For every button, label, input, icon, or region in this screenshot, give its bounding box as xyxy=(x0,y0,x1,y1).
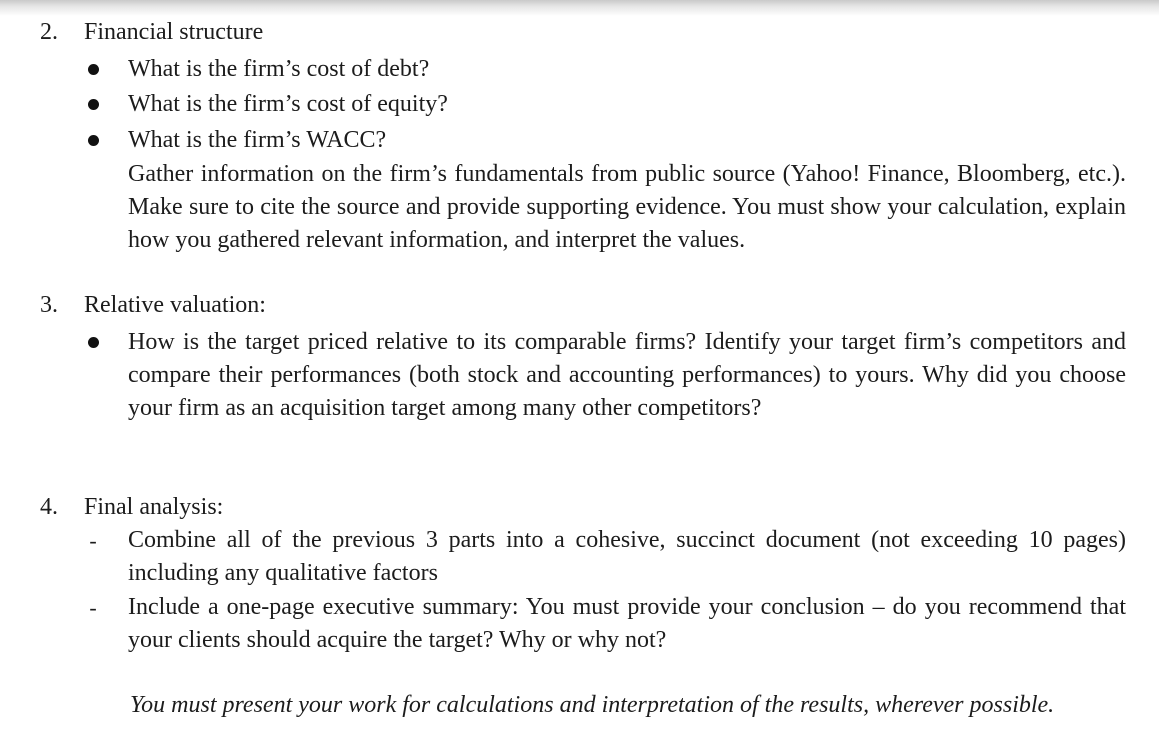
list-item xyxy=(82,524,1126,590)
section-paragraph xyxy=(82,158,1126,257)
list-item xyxy=(82,88,1126,121)
dash-icon: - xyxy=(89,528,97,553)
list-item-text: What is the firm’s WACC? xyxy=(128,127,387,153)
paragraph-text: Gather information on the firm’s fundamentals from public source (Yahoo! Finance, Bloomberg, etc.). Make sure to cite the source and provide supporting evidence. You must show your calculation, explain how you gathered relevant information, and interpret the values. xyxy=(128,161,1126,253)
list-item-text: What is the firm’s cost of equity? xyxy=(128,91,448,117)
page-top-shadow xyxy=(0,0,1159,16)
section-4-heading xyxy=(40,492,223,522)
list-item xyxy=(82,326,1126,425)
section-title: Final analysis: xyxy=(84,494,224,520)
section-2-heading xyxy=(40,17,263,47)
list-item-text: Include a one-page executive summary: You must provide your conclusion – do you recommend that your clients should acquire the target? Why or why not? xyxy=(128,594,1126,653)
list-item-text: How is the target priced relative to its comparable firms? Identify your target firm’s competitors and compare their performances (both stock and accounting performances) to yours. Why did you choose your firm as an acquisition target among many other competitors? xyxy=(128,329,1126,421)
bullet-icon xyxy=(82,53,104,82)
list-item xyxy=(82,53,1126,86)
list-item-text: What is the firm’s cost of debt? xyxy=(128,56,430,82)
section-title: Relative valuation: xyxy=(84,292,266,318)
section-number: 3. xyxy=(40,292,58,318)
section-3-heading xyxy=(40,290,266,320)
list-item xyxy=(82,124,1126,157)
section-number: 2. xyxy=(40,19,58,45)
dash-icon: - xyxy=(89,595,97,620)
bullet-icon xyxy=(82,124,104,153)
bullet-icon xyxy=(82,326,104,355)
list-item xyxy=(82,591,1126,657)
closing-note: You must present your work for calculations and interpretation of the results, wherever possible. xyxy=(130,692,1055,718)
list-item-text: Combine all of the previous 3 parts into a cohesive, succinct document (not exceeding 10 pages) including any qualitative factors xyxy=(128,527,1126,586)
bullet-icon xyxy=(82,88,104,117)
section-title: Financial structure xyxy=(84,19,264,45)
section-number: 4. xyxy=(40,494,58,520)
